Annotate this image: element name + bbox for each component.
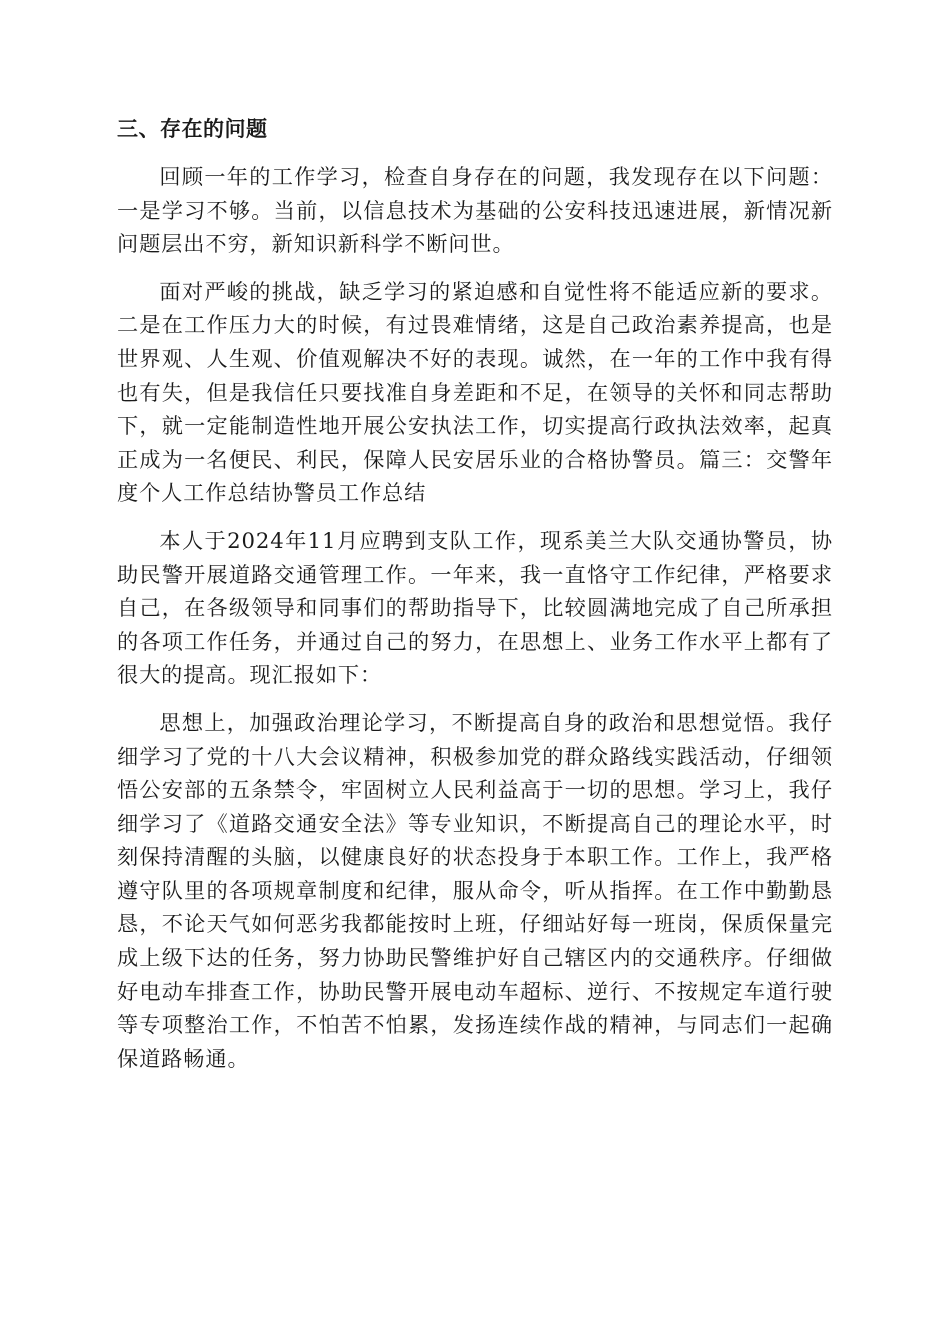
paragraph: 思想上，加强政治理论学习，不断提高自身的政治和思想觉悟。我仔细学习了党的十八大会议精神，积极参加党的群众路线实践活动，仔细领悟公安部的五条禁令，牢固树立人民利益高于一切的思想。学习上，我仔细学习了《道路交通安全法》等专业知识，不断提高自己的理论水平，时刻保持清醒的头脑，以健康良好的状态投身于本职工作。工作上，我严格遵守队里的各项规章制度和纪律，服从命令，听从指挥。在工作中勤勤恳恳，不论天气如何恶劣我都能按时上班，仔细站好每一班岗，保质保量完成上级下达的任务，努力协助民警维护好自己辖区内的交通秩序。仔细做好电动车排查工作，协助民警开展电动车超标、逆行、不按规定车道行驶等专项整治工作，不怕苦不怕累，发扬连续作战的精神，与同志们一起确保道路畅通。: [117, 709, 833, 1071]
paragraph: 面对严峻的挑战，缺乏学习的紧迫感和自觉性将不能适应新的要求。二是在工作压力大的时候，有过畏难情绪，这是自己政治素养提高，也是世界观、人生观、价值观解决不好的表现。诚然，在一年的工作中我有得也有失，但是我信任只要找准自身差距和不足，在领导的关怀和同志帮助下，就一定能制造性地开展公安执法工作，切实提高行政执法效率，起真正成为一名便民、利民，保障人民安居乐业的合格协警员。篇三：交警年度个人工作总结协警员工作总结: [117, 278, 833, 506]
paragraph: 本人于2024年11月应聘到支队工作，现系美兰大队交通协警员，协助民警开展道路交通管理工作。一年来，我一直恪守工作纪律，严格要求自己，在各级领导和同事们的帮助指导下，比较圆满地完成了自己所承担的各项工作任务，并通过自己的努力，在思想上、业务工作水平上都有了很大的提高。现汇报如下：: [117, 527, 833, 688]
section-heading: 三、存在的问题: [117, 117, 268, 141]
document-body: [117, 112, 833, 1089]
paragraph: 回顾一年的工作学习，检查自身存在的问题，我发现存在以下问题：一是学习不够。当前，以信息技术为基础的公安科技迅速进展，新情况新问题层出不穷，新知识新科学不断问世。: [117, 164, 833, 257]
